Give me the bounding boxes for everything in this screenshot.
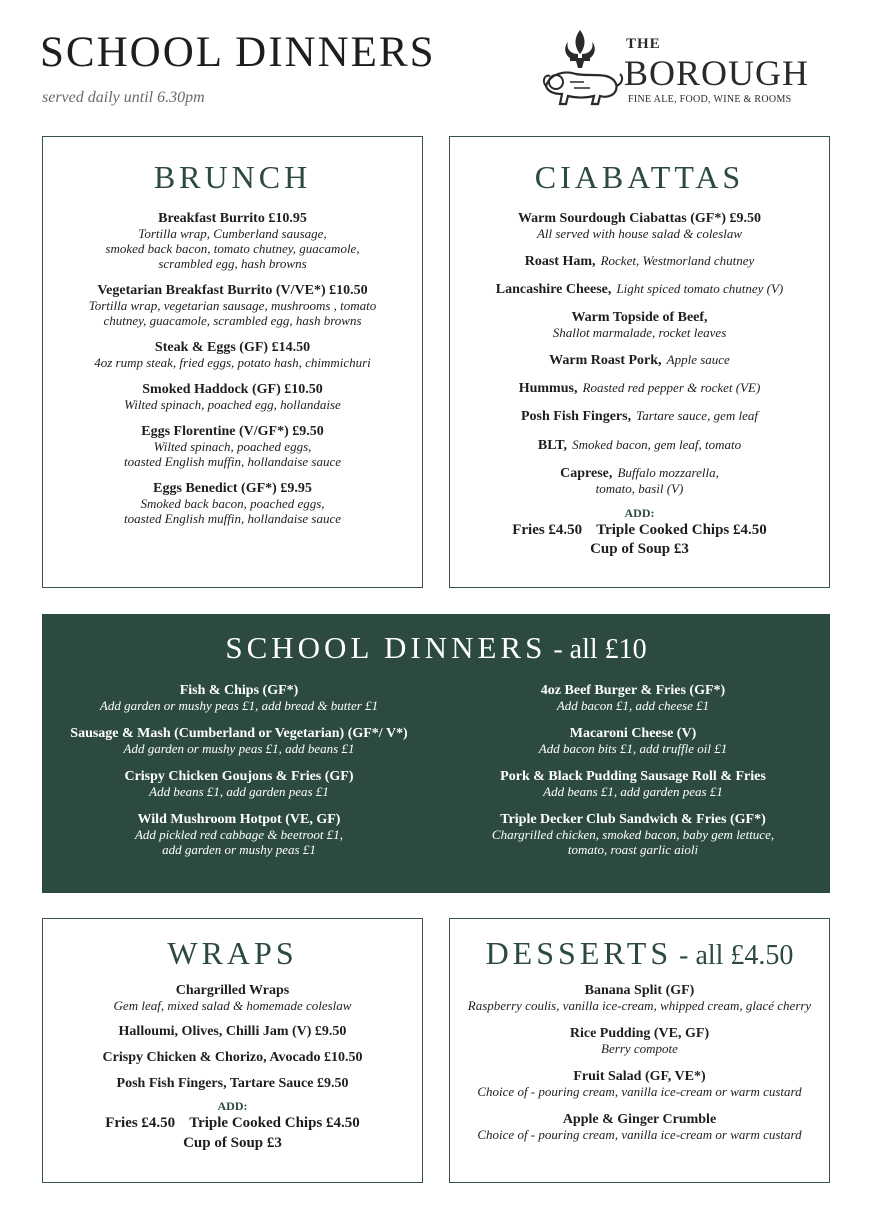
menu-item xyxy=(450,435,829,454)
menu-item xyxy=(450,980,829,1014)
menu-item xyxy=(450,463,829,497)
menu-item-name: Banana Split (GF) xyxy=(584,983,695,998)
menu-item-title-line xyxy=(43,980,422,999)
menu-item-name: Warm Topside of Beef, xyxy=(571,310,708,326)
borough-logo xyxy=(540,24,840,116)
school-dinners-left-column xyxy=(42,680,436,867)
menu-item-name: 4oz Beef Burger & Fries (GF*) xyxy=(540,683,726,698)
menu-item-name: Posh Fish Fingers, Tartare Sauce £9.50 xyxy=(116,1076,349,1092)
menu-item-name: Fish & Chips (GF*) xyxy=(179,683,299,698)
menu-item-name: Crispy Chicken Goujons & Fries (GF) xyxy=(124,769,354,785)
menu-item-name: Eggs Florentine (V/GF*) £9.50 xyxy=(141,423,324,439)
menu-item-name: Smoked Haddock (GF) £10.50 xyxy=(142,381,323,397)
add-fries: Fries £4.50 xyxy=(512,521,583,538)
menu-item-inline-desc: Tartare sauce, gem leaf xyxy=(636,408,758,424)
menu-item-name: Fruit Salad (GF, VE*) xyxy=(573,1069,706,1085)
menu-item xyxy=(43,980,422,1014)
menu-item-title-line xyxy=(436,723,830,742)
menu-item-description: Tortilla wrap, Cumberland sausage, xyxy=(138,226,327,242)
menu-item-title-line xyxy=(43,379,422,398)
menu-item-name: Warm Sourdough Ciabattas (GF*) £9.50 xyxy=(517,211,762,226)
section-heading: WRAPS xyxy=(167,935,298,971)
menu-item-title-line xyxy=(436,766,830,785)
heading-price: - all £10 xyxy=(546,634,647,665)
menu-item-description: toasted English muffin, hollandaise sauce xyxy=(123,453,341,469)
menu-item xyxy=(43,421,422,470)
menu-item xyxy=(450,378,829,397)
heading-price: - all £4.50 xyxy=(672,940,794,971)
menu-item-title-line xyxy=(43,478,422,497)
menu-item xyxy=(436,680,830,714)
page-title: SCHOOL DINNERS xyxy=(40,29,436,76)
menu-item-description: Add garden or mushy peas £1, add beans £1 xyxy=(123,741,355,757)
menu-item-description: Choice of - pouring cream, vanilla ice-cream or warm custard xyxy=(477,1084,802,1100)
menu-item-inline-desc: Roasted red pepper & rocket (VE) xyxy=(582,380,761,396)
menu-item-title-line xyxy=(450,406,829,425)
desserts-items xyxy=(450,980,829,1143)
menu-item xyxy=(43,337,422,371)
menu-item xyxy=(43,280,422,329)
menu-item xyxy=(436,809,830,858)
logo-the-text: THE xyxy=(626,36,661,52)
add-label: ADD: xyxy=(217,1099,248,1114)
menu-item-description: All served with house salad & coleslaw xyxy=(536,226,743,242)
menu-item xyxy=(450,406,829,425)
menu-item-name: Roast Ham, xyxy=(524,254,596,270)
section-heading: BRUNCH xyxy=(153,159,312,195)
heading-main: SCHOOL DINNERS xyxy=(225,630,547,665)
menu-item-title-line xyxy=(43,421,422,440)
menu-item-title-line xyxy=(43,337,422,356)
menu-item xyxy=(42,723,436,757)
menu-item-title-line xyxy=(43,1047,422,1066)
menu-item-description: Smoked back bacon, poached eggs, xyxy=(140,496,325,511)
menu-item-name: Macaroni Cheese (V) xyxy=(569,726,697,742)
menu-item-inline-desc: Rocket, Westmorland chutney xyxy=(600,253,755,269)
menu-item-title-line xyxy=(43,1021,422,1040)
menu-item-name: Apple & Ginger Crumble xyxy=(562,1112,717,1128)
menu-item-description: Shallot marmalade, rocket leaves xyxy=(552,325,727,341)
brunch-items xyxy=(43,208,422,527)
menu-item-name: Posh Fish Fingers, xyxy=(521,409,632,425)
menu-item xyxy=(42,766,436,800)
menu-item-title-line xyxy=(42,766,436,785)
menu-item xyxy=(450,251,829,270)
menu-item-description: Add bacon bits £1, add truffle oil £1 xyxy=(538,741,728,757)
menu-item-description: Add pickled red cabbage & beetroot £1, xyxy=(134,827,344,843)
menu-item-title-line xyxy=(450,307,829,326)
menu-item-inline-desc: Light spiced tomato chutney (V) xyxy=(616,281,784,297)
menu-item-title-line xyxy=(43,280,422,299)
menu-item-title-line xyxy=(450,980,829,999)
menu-item-description: Add garden or mushy peas £1, add bread & butter £1 xyxy=(99,698,379,714)
menu-item-title-line xyxy=(450,350,829,369)
page-subtitle: served daily until 6.30pm xyxy=(42,89,205,106)
menu-item-title-line xyxy=(450,435,829,454)
menu-item-inline-desc: Apple sauce xyxy=(666,352,730,368)
menu-item xyxy=(436,766,830,800)
menu-item xyxy=(450,350,829,369)
menu-item xyxy=(42,680,436,714)
school-dinners-right-column xyxy=(436,680,830,867)
brunch-section xyxy=(42,136,423,588)
menu-item xyxy=(450,279,829,298)
menu-item-title-line xyxy=(436,809,830,828)
menu-item-description: Wilted spinach, poached egg, hollandaise xyxy=(124,397,341,412)
menu-item-name: Steak & Eggs (GF) £14.50 xyxy=(154,339,311,355)
menu-item xyxy=(43,1021,422,1040)
menu-item-description: add garden or mushy peas £1 xyxy=(162,842,316,858)
menu-item-description: 4oz rump steak, fried eggs, potato hash, chimmichuri xyxy=(94,354,371,370)
menu-item-description: Tortilla wrap, vegetarian sausage, mushrooms , tomato xyxy=(88,298,377,313)
menu-item-title-line xyxy=(436,680,830,699)
add-chips: Triple Cooked Chips £4.50 xyxy=(189,1115,360,1132)
menu-item xyxy=(450,1023,829,1057)
menu-item-title-line xyxy=(43,208,422,227)
menu-item-title-line xyxy=(450,378,829,397)
menu-item-description: Berry compote xyxy=(601,1041,678,1057)
menu-item-description: toasted English muffin, hollandaise sauce xyxy=(123,510,341,526)
menu-item-inline-desc: Smoked bacon, gem leaf, tomato xyxy=(572,436,742,452)
logo-name-text: BOROUGH xyxy=(624,53,810,93)
school-dinners-columns xyxy=(42,680,830,867)
menu-item-description: Add bacon £1, add cheese £1 xyxy=(556,698,710,714)
menu-item xyxy=(450,208,829,242)
menu-item-title-line xyxy=(450,1066,829,1085)
menu-item xyxy=(43,1073,422,1092)
menu-item-title-line xyxy=(42,723,436,742)
menu-item-name: Caprese, xyxy=(560,465,613,481)
menu-item-description: Add beans £1, add garden peas £1 xyxy=(543,784,723,800)
menu-item-title-line xyxy=(42,680,436,699)
menu-item-name: Pork & Black Pudding Sausage Roll & Fries xyxy=(500,769,766,785)
menu-item-title-line xyxy=(450,1023,829,1042)
add-extras-line xyxy=(43,1114,422,1134)
menu-item-name: Rice Pudding (VE, GF) xyxy=(569,1026,710,1042)
menu-item-name: Halloumi, Olives, Chilli Jam (V) £9.50 xyxy=(118,1024,347,1040)
menu-item xyxy=(42,809,436,858)
menu-item-description: chutney, guacamole, scrambled egg, hash browns xyxy=(103,312,362,328)
menu-item-name: Crispy Chicken & Chorizo, Avocado £10.50 xyxy=(102,1050,363,1066)
menu-item xyxy=(43,478,422,527)
menu-item-title-line xyxy=(42,809,436,828)
menu-item-inline-desc: Buffalo mozzarella, xyxy=(617,464,719,480)
add-soup: Cup of Soup £3 xyxy=(590,541,689,558)
menu-item-description: Choice of - pouring cream, vanilla ice-cream or warm custard xyxy=(477,1127,802,1143)
menu-item-description: Wilted spinach, poached eggs, xyxy=(153,439,312,455)
menu-item-title-line xyxy=(450,208,829,227)
menu-item-title-line xyxy=(450,279,829,298)
menu-item-description: tomato, basil (V) xyxy=(595,480,684,496)
menu-item xyxy=(450,307,829,341)
menu-item-name: Warm Roast Pork, xyxy=(549,353,662,369)
menu-item-title-line xyxy=(450,1109,829,1128)
menu-item-description: scrambled egg, hash browns xyxy=(158,255,307,271)
add-soup: Cup of Soup £3 xyxy=(183,1134,282,1151)
fleur-lion-crest-icon xyxy=(540,24,624,116)
menu-item-name: BLT, xyxy=(537,437,568,453)
menu-item-description: Add beans £1, add garden peas £1 xyxy=(149,784,329,800)
menu-item-name: Chargrilled Wraps xyxy=(175,983,290,998)
menu-item-description: Raspberry coulis, vanilla ice-cream, whipped cream, glacé cherry xyxy=(467,998,812,1014)
section-heading xyxy=(42,630,830,666)
wraps-items xyxy=(43,980,422,1092)
add-chips: Triple Cooked Chips £4.50 xyxy=(596,521,767,538)
wraps-section xyxy=(42,918,423,1183)
ciabattas-items xyxy=(450,208,829,497)
logo-tagline: FINE ALE, FOOD, WINE & ROOMS xyxy=(628,94,792,105)
menu-item xyxy=(450,1066,829,1100)
menu-item xyxy=(43,379,422,413)
menu-item-name: Wild Mushroom Hotpot (VE, GF) xyxy=(137,812,341,828)
add-label: ADD: xyxy=(624,505,655,520)
menu-item-description: tomato, roast garlic aioli xyxy=(567,842,699,858)
menu-item-title-line xyxy=(450,463,829,482)
menu-item xyxy=(450,1109,829,1143)
menu-item xyxy=(43,1047,422,1066)
menu-item-name: Sausage & Mash (Cumberland or Vegetarian) (GF*/ V*) xyxy=(70,726,408,742)
section-heading: CIABATTAS xyxy=(534,159,745,195)
menu-item-description: Chargrilled chicken, smoked bacon, baby gem lettuce, xyxy=(491,827,775,843)
menu-item-name: Lancashire Cheese, xyxy=(495,282,612,298)
menu-item-name: Breakfast Burrito £10.95 xyxy=(158,211,307,226)
menu-item-name: Triple Decker Club Sandwich & Fries (GF*) xyxy=(500,812,766,828)
section-heading xyxy=(450,935,829,972)
heading-main: DESSERTS xyxy=(485,935,673,971)
menu-item-title-line xyxy=(450,251,829,270)
menu-item xyxy=(436,723,830,757)
menu-item-description: Gem leaf, mixed salad & homemade coleslaw xyxy=(113,998,352,1014)
desserts-section xyxy=(449,918,830,1183)
ciabattas-section xyxy=(449,136,830,588)
add-extras-line xyxy=(450,521,829,541)
menu-item xyxy=(43,208,422,272)
school-dinners-section xyxy=(42,614,830,893)
menu-item-name: Vegetarian Breakfast Burrito (V/VE*) £10.50 xyxy=(97,282,368,298)
menu-item-description: smoked back bacon, tomato chutney, guacamole, xyxy=(105,241,360,257)
menu-item-name: Hummus, xyxy=(518,381,578,397)
menu-item-name: Eggs Benedict (GF*) £9.95 xyxy=(153,480,312,496)
add-fries: Fries £4.50 xyxy=(105,1115,176,1132)
menu-item-title-line xyxy=(43,1073,422,1092)
